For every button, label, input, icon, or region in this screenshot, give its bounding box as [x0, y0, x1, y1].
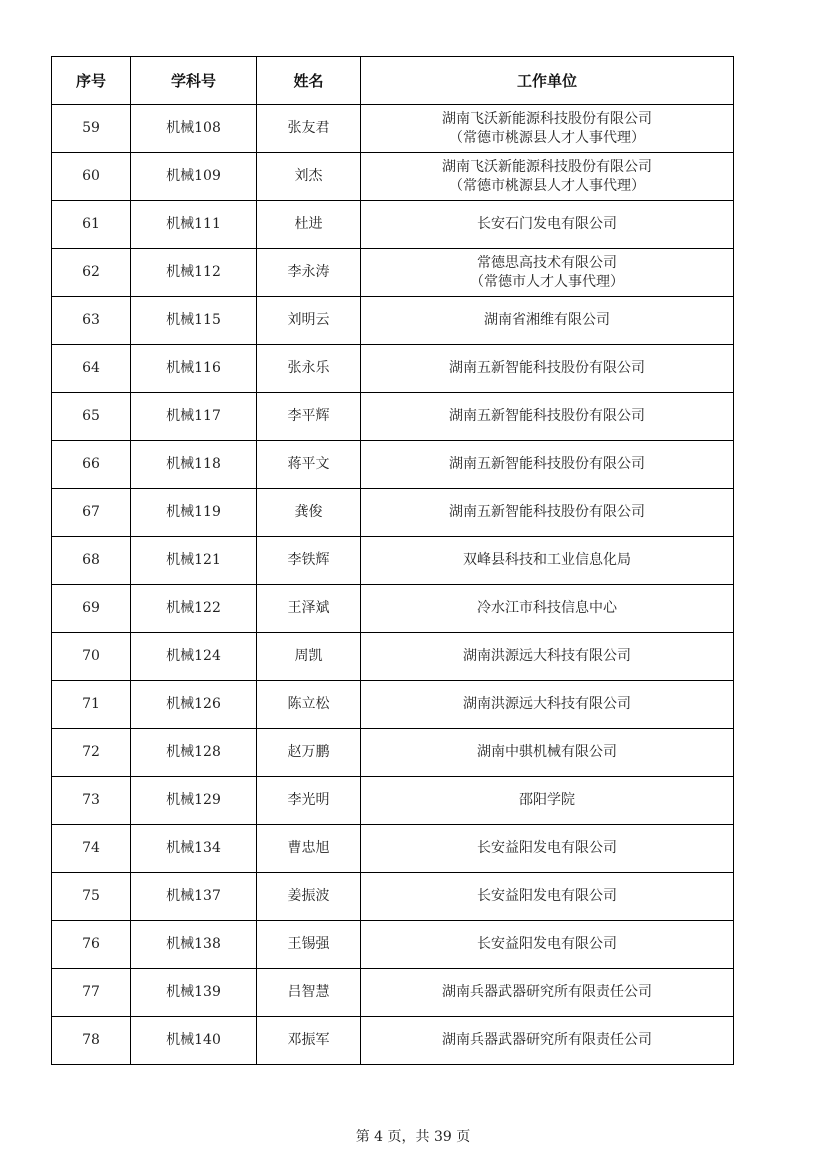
work-unit-line: 湖南五新智能科技股份有限公司 [449, 360, 645, 376]
name-cell: 张永乐 [257, 345, 361, 393]
name-cell: 刘明云 [257, 297, 361, 345]
header-work-unit: 工作单位 [361, 57, 734, 105]
table-row [52, 297, 734, 345]
serial-cell: 65 [52, 393, 131, 441]
header-row [52, 57, 734, 105]
roster-body [52, 105, 734, 1065]
table-row [52, 393, 734, 441]
work-unit-cell [361, 729, 734, 777]
work-unit-line: 长安石门发电有限公司 [477, 216, 617, 232]
work-unit-line: 湖南五新智能科技股份有限公司 [449, 504, 645, 520]
header-name: 姓名 [257, 57, 361, 105]
table-row [52, 201, 734, 249]
page-number: 第 4 页，共 39 页 [355, 1129, 471, 1145]
serial-cell: 62 [52, 249, 131, 297]
subject-code-cell: 机械119 [131, 489, 257, 537]
table-row [52, 249, 734, 297]
name-cell: 曹忠旭 [257, 825, 361, 873]
work-unit-line: 湖南省湘维有限公司 [484, 312, 610, 328]
table-row [52, 969, 734, 1017]
subject-code-cell: 机械138 [131, 921, 257, 969]
subject-code-cell: 机械108 [131, 105, 257, 153]
work-unit-line: （常德市桃源县人才人事代理） [449, 177, 645, 194]
table-row [52, 873, 734, 921]
serial-cell: 77 [52, 969, 131, 1017]
work-unit-line: 长安益阳发电有限公司 [477, 888, 617, 904]
subject-code-cell: 机械128 [131, 729, 257, 777]
work-unit-line: 长安益阳发电有限公司 [477, 840, 617, 856]
table-row [52, 633, 734, 681]
work-unit-cell [361, 681, 734, 729]
subject-code-cell: 机械139 [131, 969, 257, 1017]
subject-code-cell: 机械111 [131, 201, 257, 249]
work-unit-line: 湖南飞沃新能源科技股份有限公司 [442, 158, 652, 175]
work-unit-line: 冷水江市科技信息中心 [477, 600, 617, 616]
subject-code-cell: 机械121 [131, 537, 257, 585]
subject-code-cell: 机械117 [131, 393, 257, 441]
subject-code-cell: 机械134 [131, 825, 257, 873]
work-unit-cell [361, 969, 734, 1017]
serial-cell: 71 [52, 681, 131, 729]
work-unit-cell [361, 825, 734, 873]
name-cell: 李永涛 [257, 249, 361, 297]
table-row [52, 681, 734, 729]
header-serial: 序号 [52, 57, 131, 105]
work-unit-cell [361, 777, 734, 825]
work-unit-cell [361, 105, 734, 153]
subject-code-cell: 机械122 [131, 585, 257, 633]
table-row [52, 825, 734, 873]
serial-cell: 75 [52, 873, 131, 921]
serial-cell: 59 [52, 105, 131, 153]
subject-code-cell: 机械140 [131, 1017, 257, 1065]
serial-cell: 60 [52, 153, 131, 201]
serial-cell: 67 [52, 489, 131, 537]
name-cell: 邓振军 [257, 1017, 361, 1065]
work-unit-line: 双峰县科技和工业信息化局 [463, 552, 631, 568]
work-unit-line: 湖南五新智能科技股份有限公司 [449, 408, 645, 424]
subject-code-cell: 机械115 [131, 297, 257, 345]
name-cell: 张友君 [257, 105, 361, 153]
table-row [52, 345, 734, 393]
name-cell: 刘杰 [257, 153, 361, 201]
subject-code-cell: 机械129 [131, 777, 257, 825]
work-unit-cell [361, 153, 734, 201]
name-cell: 杜进 [257, 201, 361, 249]
work-unit-cell [361, 201, 734, 249]
name-cell: 赵万鹏 [257, 729, 361, 777]
name-cell: 吕智慧 [257, 969, 361, 1017]
table-row [52, 153, 734, 201]
table-row [52, 441, 734, 489]
serial-cell: 69 [52, 585, 131, 633]
work-unit-line: 邵阳学院 [519, 792, 575, 808]
work-unit-line: 常德思高技术有限公司 [477, 254, 617, 271]
subject-code-cell: 机械137 [131, 873, 257, 921]
serial-cell: 72 [52, 729, 131, 777]
serial-cell: 78 [52, 1017, 131, 1065]
subject-code-cell: 机械124 [131, 633, 257, 681]
work-unit-line: 湖南兵器武器研究所有限责任公司 [442, 984, 652, 1000]
work-unit-line: 湖南飞沃新能源科技股份有限公司 [442, 110, 652, 127]
serial-cell: 74 [52, 825, 131, 873]
work-unit-cell [361, 1017, 734, 1065]
work-unit-cell [361, 441, 734, 489]
table-row [52, 585, 734, 633]
serial-cell: 66 [52, 441, 131, 489]
table-row [52, 1017, 734, 1065]
work-unit-line: 长安益阳发电有限公司 [477, 936, 617, 952]
serial-cell: 61 [52, 201, 131, 249]
header-subject-code: 学科号 [131, 57, 257, 105]
name-cell: 李平辉 [257, 393, 361, 441]
work-unit-cell [361, 345, 734, 393]
serial-cell: 73 [52, 777, 131, 825]
work-unit-line: （常德市人才人事代理） [470, 273, 624, 290]
roster-table [51, 56, 734, 1065]
serial-cell: 76 [52, 921, 131, 969]
name-cell: 王泽斌 [257, 585, 361, 633]
name-cell: 姜振波 [257, 873, 361, 921]
name-cell: 李铁辉 [257, 537, 361, 585]
work-unit-cell [361, 537, 734, 585]
subject-code-cell: 机械116 [131, 345, 257, 393]
work-unit-line: 湖南兵器武器研究所有限责任公司 [442, 1032, 652, 1048]
work-unit-cell [361, 921, 734, 969]
subject-code-cell: 机械118 [131, 441, 257, 489]
table-row [52, 105, 734, 153]
serial-cell: 68 [52, 537, 131, 585]
name-cell: 龚俊 [257, 489, 361, 537]
work-unit-cell [361, 249, 734, 297]
table-row [52, 777, 734, 825]
subject-code-cell: 机械109 [131, 153, 257, 201]
table-row [52, 921, 734, 969]
table-row [52, 489, 734, 537]
work-unit-cell [361, 585, 734, 633]
work-unit-line: 湖南中骐机械有限公司 [477, 744, 617, 760]
work-unit-cell [361, 633, 734, 681]
serial-cell: 70 [52, 633, 131, 681]
work-unit-cell [361, 489, 734, 537]
serial-cell: 63 [52, 297, 131, 345]
subject-code-cell: 机械112 [131, 249, 257, 297]
work-unit-line: 湖南洪源远大科技有限公司 [463, 696, 631, 712]
work-unit-cell [361, 297, 734, 345]
work-unit-line: 湖南洪源远大科技有限公司 [463, 648, 631, 664]
table-row [52, 537, 734, 585]
name-cell: 蒋平文 [257, 441, 361, 489]
name-cell: 周凯 [257, 633, 361, 681]
name-cell: 李光明 [257, 777, 361, 825]
work-unit-cell [361, 393, 734, 441]
subject-code-cell: 机械126 [131, 681, 257, 729]
table-row [52, 729, 734, 777]
work-unit-line: 湖南五新智能科技股份有限公司 [449, 456, 645, 472]
serial-cell: 64 [52, 345, 131, 393]
name-cell: 陈立松 [257, 681, 361, 729]
name-cell: 王锡强 [257, 921, 361, 969]
work-unit-cell [361, 873, 734, 921]
work-unit-line: （常德市桃源县人才人事代理） [449, 129, 645, 146]
